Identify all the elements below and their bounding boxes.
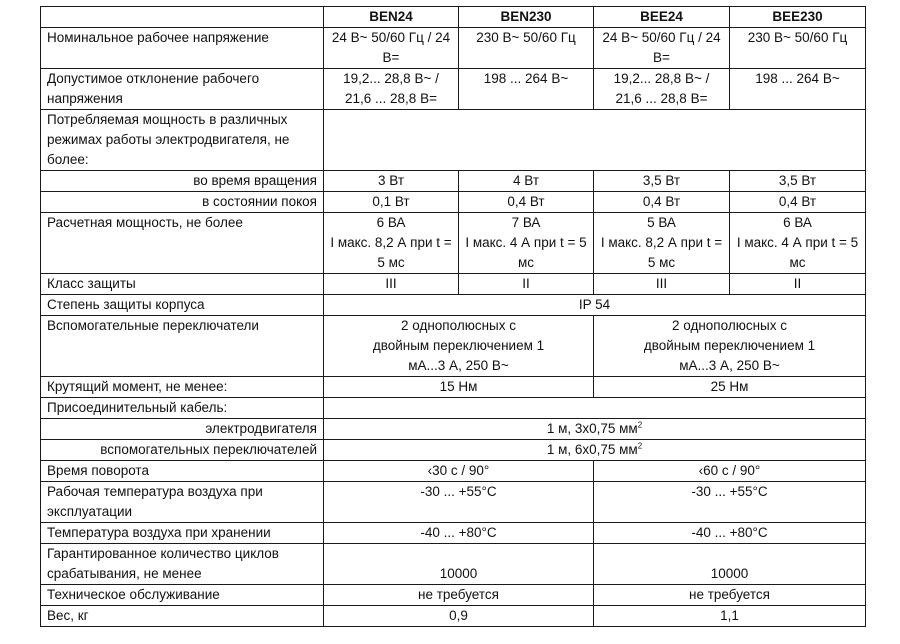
cell-value: -30 ... +55°С (324, 482, 594, 523)
cell-value: 0,1 Вт (324, 192, 459, 213)
cell-value: 2 однополюсных с двойным переключением 1 мА...3 А, 250 В~ (594, 316, 866, 377)
cell-value: 5 ВА I макс. 8,2 А при t = 5 мс (594, 213, 730, 274)
row-power-rotation (41, 171, 866, 192)
cell-value: ‹60 с / 90° (594, 461, 866, 482)
row-rated-power (41, 213, 866, 274)
cell-value: 1,1 (594, 606, 866, 627)
cell-value: не требуется (324, 585, 594, 606)
row-storage-temp (41, 523, 866, 544)
cell-value: 198 ... 264 В~ (730, 69, 866, 110)
cell-value: -40 ... +80°С (594, 523, 866, 544)
row-voltage-tolerance (41, 69, 866, 110)
row-label: Класс защиты (41, 274, 324, 295)
row-label: вспомогательных переключателей (41, 440, 324, 461)
cell-value: 230 В~ 50/60 Гц (730, 28, 866, 69)
cell-value: 15 Нм (324, 377, 594, 398)
row-cable-aux (41, 440, 866, 461)
col-header: BEE230 (730, 7, 866, 28)
cell-value: 24 В~ 50/60 Гц / 24 В= (324, 28, 459, 69)
cell-value: 198 ... 264 В~ (459, 69, 594, 110)
row-label: Потребляемая мощность в различных режимах работы электродвигателя, не более: (41, 110, 324, 171)
row-aux-switches (41, 316, 866, 377)
cell-value: -30 ... +55°С (594, 482, 866, 523)
row-label: Присоединительный кабель: (41, 398, 324, 419)
row-label: Вес, кг (41, 606, 324, 627)
row-label: во время вращения (41, 171, 324, 192)
cell-value: 3,5 Вт (594, 171, 730, 192)
cell-value: не требуется (594, 585, 866, 606)
header-row (41, 7, 866, 28)
header-empty-cell (41, 7, 324, 28)
row-power-header (41, 110, 866, 171)
row-label: Вспомогательные переключатели (41, 316, 324, 377)
row-label: Температура воздуха при хранении (41, 523, 324, 544)
cell-value: IP 54 (324, 295, 866, 316)
cell-value: 7 ВА I макс. 4 А при t = 5 мс (459, 213, 594, 274)
row-maintenance (41, 585, 866, 606)
cell-value: 0,4 Вт (730, 192, 866, 213)
row-label: Допустимое отклонение рабочего напряжения (41, 69, 324, 110)
cell-value: 0,4 Вт (459, 192, 594, 213)
row-label: Гарантированное количество циклов срабатывания, не менее (41, 544, 324, 585)
cell-value: 1 м, 3х0,75 $мм^2$ (324, 419, 866, 440)
spec-table (40, 6, 866, 627)
row-cable-header (41, 398, 866, 419)
row-label: Рабочая температура воздуха при эксплуатации (41, 482, 324, 523)
empty-cell (324, 110, 866, 171)
row-label: в состоянии покоя (41, 192, 324, 213)
row-label: электродвигателя (41, 419, 324, 440)
row-enclosure (41, 295, 866, 316)
cell-value: 19,2... 28,8 В~ / 21,6 ... 28,8 В= (324, 69, 459, 110)
cell-value: 0,4 Вт (594, 192, 730, 213)
row-cable-motor (41, 419, 866, 440)
cell-value: 10000 (324, 544, 594, 585)
cell-value: 3 Вт (324, 171, 459, 192)
cell-value: 24 В~ 50/60 Гц / 24 В= (594, 28, 730, 69)
row-protection-class (41, 274, 866, 295)
row-label: Степень защиты корпуса (41, 295, 324, 316)
cell-value: III (324, 274, 459, 295)
cell-value: 6 ВА I макс. 8,2 А при t = 5 мс (324, 213, 459, 274)
row-power-idle (41, 192, 866, 213)
cell-value: 6 ВА I макс. 4 А при t = 5 мс (730, 213, 866, 274)
row-torque (41, 377, 866, 398)
row-label: Время поворота (41, 461, 324, 482)
cell-value: 3,5 Вт (730, 171, 866, 192)
col-header: BEE24 (594, 7, 730, 28)
row-label: Номинальное рабочее напряжение (41, 28, 324, 69)
cell-value: III (594, 274, 730, 295)
cell-value: 4 Вт (459, 171, 594, 192)
cell-value: -40 ... +80°С (324, 523, 594, 544)
cell-value: 230 В~ 50/60 Гц (459, 28, 594, 69)
cell-value: 10000 (594, 544, 866, 585)
cell-value: 19,2... 28,8 В~ / 21,6 ... 28,8 В= (594, 69, 730, 110)
row-label: Расчетная мощность, не более (41, 213, 324, 274)
col-header: BEN230 (459, 7, 594, 28)
cell-value: ‹30 с / 90° (324, 461, 594, 482)
cell-value: II (730, 274, 866, 295)
row-operating-temp (41, 482, 866, 523)
cell-value: 25 Нм (594, 377, 866, 398)
empty-cell (324, 398, 866, 419)
cell-value: 1 м, 6х0,75 $мм^2$ (324, 440, 866, 461)
row-rotation-time (41, 461, 866, 482)
col-header: BEN24 (324, 7, 459, 28)
row-cycles (41, 544, 866, 585)
row-label: Крутящий момент, не менее: (41, 377, 324, 398)
cell-value: 0,9 (324, 606, 594, 627)
row-weight (41, 606, 866, 627)
row-nominal-voltage (41, 28, 866, 69)
cell-value: II (459, 274, 594, 295)
row-label: Техническое обслуживание (41, 585, 324, 606)
cell-value: 2 однополюсных с двойным переключением 1 мА...3 А, 250 В~ (324, 316, 594, 377)
